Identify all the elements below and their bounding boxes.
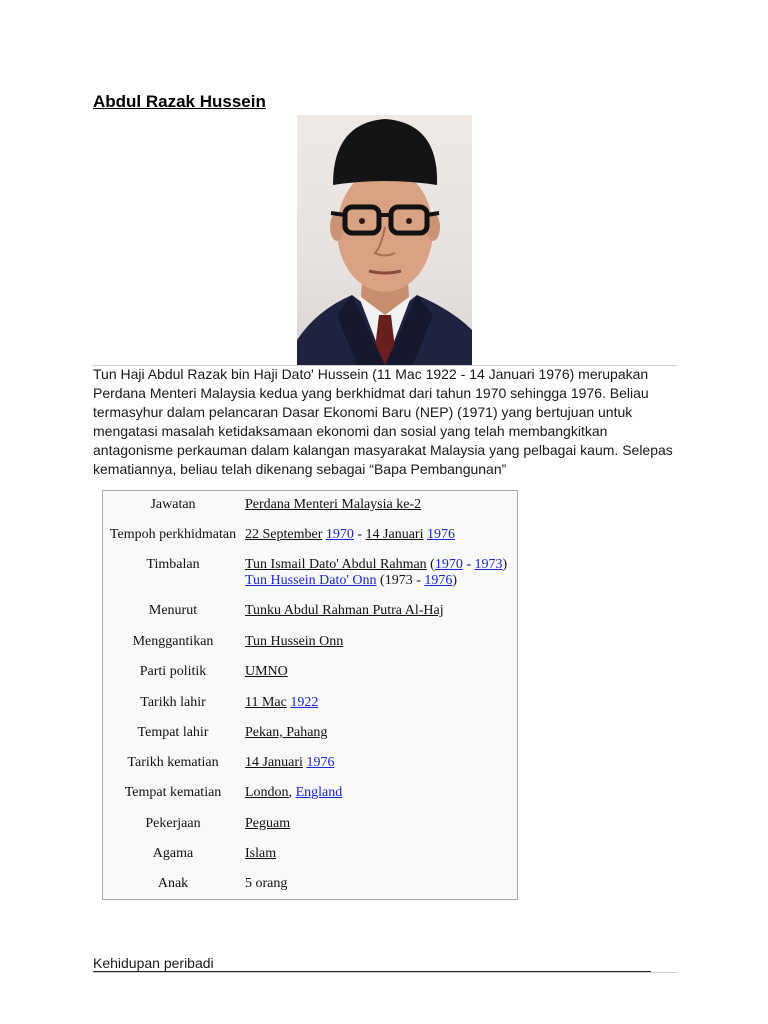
infobox-text: (1973 - [376,573,425,588]
infobox-link-text[interactable]: Tun Ismail Dato' Abdul Rahman [245,557,427,572]
infobox-link-text[interactable]: London [245,785,289,800]
infobox-link-text[interactable]: Perdana Menteri Malaysia ke-2 [245,497,422,512]
infobox-value [245,603,517,619]
infobox-link-text[interactable]: Islam [245,846,277,861]
infobox-link[interactable]: 1970 [325,527,354,542]
infobox-value [245,695,517,711]
infobox-value [245,664,517,680]
infobox-link[interactable]: England [295,785,343,800]
infobox-link[interactable]: 1976 [426,527,455,542]
infobox-label: Jawatan [150,497,196,512]
section-heading-kehidupan-peribadi[interactable]: Kehidupan peribadi [93,955,651,972]
infobox-value [245,876,517,892]
infobox-text: ) [502,557,508,572]
infobox-text: ( [426,557,435,572]
infobox-link[interactable]: 1970 [434,557,463,572]
infobox-label: Menggantikan [132,634,214,649]
infobox-link[interactable]: 1976 [424,573,453,588]
infobox-link[interactable]: 1922 [290,695,319,710]
infobox-label: Tempoh perkhidmatan [109,527,237,542]
infobox-table [102,490,518,900]
infobox-value [245,725,517,741]
infobox-value [245,816,517,832]
infobox-link-text[interactable]: Tunku Abdul Rahman Putra Al-Haj [245,603,444,618]
portrait-photo [297,115,472,365]
infobox-value [245,634,517,650]
intro-paragraph: Tun Haji Abdul Razak bin Haji Dato' Hussein (11 Mac 1922 - 14 Januari 1976) merupakan Perdana Menteri Malaysia kedua yang berkhidmat dari tahun 1970 sehingga 1976. Beliau termasyhur dalam pelancaran Dasar Ekonomi Baru (NEP) (1971) yang bertujuan untuk mengatasi masalah ketidaksamaan ekonomi dan sosial yang telah membangkitkan antagonisme perkauman dalam kalangan masyarakat Malaysia yang pelbagai kaum. Selepas kematiannya, beliau telah dikenang sebagai “Bapa Pembangunan” [93,366,673,477]
infobox-value [245,557,517,589]
infobox-link-text[interactable]: Tun Hussein Onn [245,634,344,649]
infobox-label: Timbalan [146,557,200,572]
infobox-link-text[interactable]: 11 Mac [245,695,287,710]
infobox-label: Parti politik [139,664,207,679]
infobox-link-text[interactable]: UMNO [245,664,288,679]
infobox-link[interactable]: 1973 [474,557,503,572]
infobox-link-text[interactable]: Peguam [245,816,291,831]
infobox-text: - [353,527,366,542]
infobox-link-text[interactable]: 14 Januari [245,755,303,770]
infobox-label: Tempat kematian [124,785,222,800]
infobox-text: 5 orang [245,876,288,891]
infobox-text: - [462,557,475,572]
infobox-text: , [288,785,296,800]
infobox-value [245,755,517,771]
infobox-link-text[interactable]: Pekan, Pahang [245,725,328,740]
infobox-text: ) [452,573,458,588]
infobox-link[interactable]: Tun Hussein Dato' Onn [245,573,377,588]
infobox-value [245,846,517,862]
infobox-label: Pekerjaan [145,816,201,831]
infobox-link-text[interactable]: 14 Januari [365,527,424,542]
bottom-divider [93,972,677,973]
infobox-label: Tarikh lahir [140,695,206,710]
infobox-link-text[interactable]: 22 September [245,527,323,542]
infobox-label: Anak [157,876,189,891]
article-title: Abdul Razak Hussein [93,92,266,111]
infobox-label: Agama [152,846,194,861]
infobox-label: Menurut [148,603,198,618]
infobox-label: Tempat lahir [137,725,209,740]
infobox-value [245,497,517,513]
infobox-value [245,785,517,801]
infobox-label: Tarikh kematian [127,755,219,770]
infobox-link[interactable]: 1976 [306,755,335,770]
infobox-value [245,527,517,543]
